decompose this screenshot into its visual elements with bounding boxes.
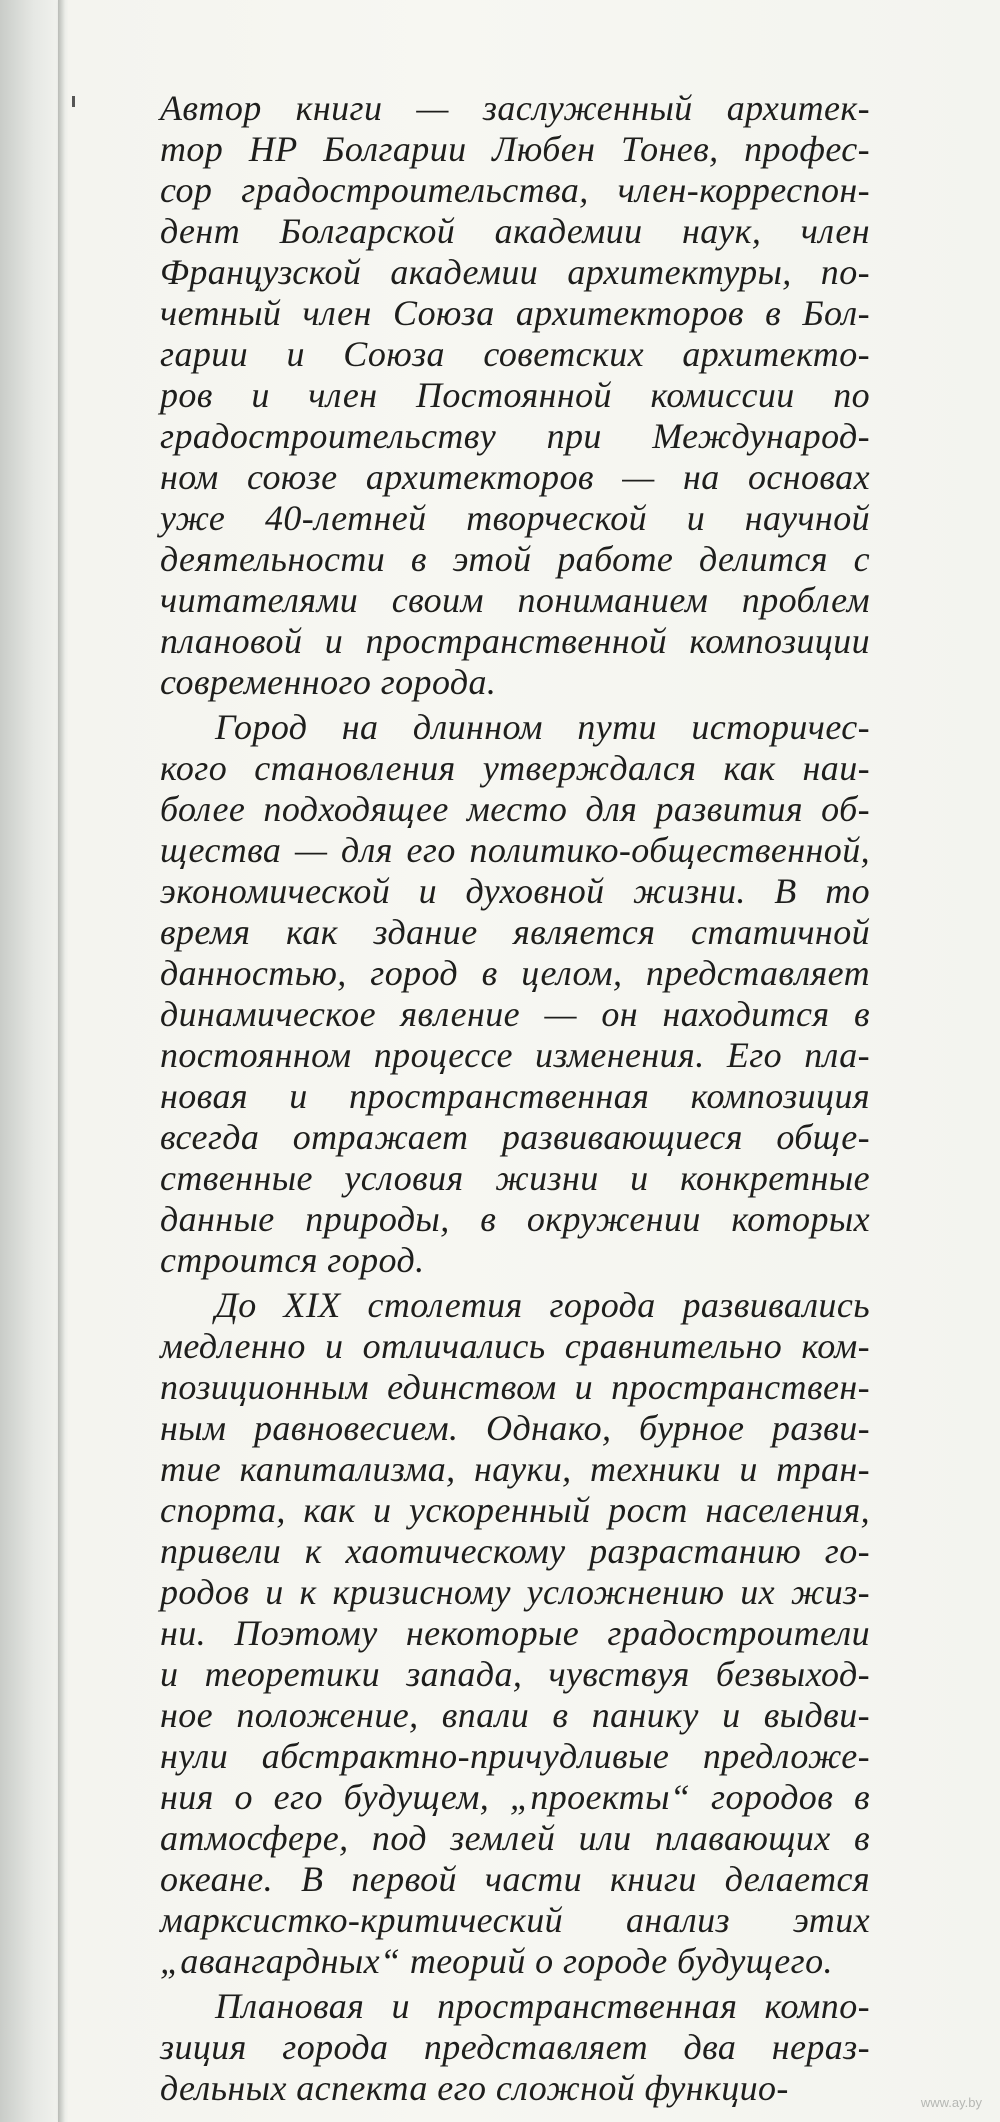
text-line: ном союзе архитекторов — на основах bbox=[160, 457, 870, 497]
text-line: нули абстрактно-причудливые предложе- bbox=[160, 1736, 870, 1776]
text-line: уже 40-летней творческой и научной bbox=[160, 498, 870, 538]
text-line: более подходящее место для развития об- bbox=[160, 789, 870, 829]
text-line: спорта, как и ускоренный рост населения, bbox=[160, 1490, 870, 1530]
paragraph bbox=[160, 1986, 870, 2109]
text-line: ни. Поэтому некоторые градостроители bbox=[160, 1613, 870, 1653]
text-line: кого становления утверждался как наи- bbox=[160, 748, 870, 788]
text-line: динамическое явление — он находится в bbox=[160, 994, 870, 1034]
text-line: тор НР Болгарии Любен Тонев, профес- bbox=[160, 129, 870, 169]
text-line: гарии и Союза советских архитекто- bbox=[160, 334, 870, 374]
text-line: современного города. bbox=[160, 662, 497, 702]
paragraph bbox=[160, 707, 870, 1281]
text-line: Город на длинном пути историчес- bbox=[215, 707, 870, 747]
margin-mark bbox=[72, 96, 75, 107]
text-line: читателями своим пониманием проблем bbox=[160, 580, 870, 620]
text-line: постоянном процессе изменения. Его пла- bbox=[160, 1035, 870, 1075]
text-line: и теоретики запада, чувствуя безвыход- bbox=[160, 1654, 870, 1694]
text-line: строится город. bbox=[160, 1240, 425, 1280]
text-line: привели к хаотическому разрастанию го- bbox=[160, 1531, 870, 1571]
body-text bbox=[160, 88, 870, 2109]
text-line: До XIX столетия города развивались bbox=[215, 1285, 870, 1325]
watermark: www.ay.by bbox=[920, 2095, 982, 2110]
text-line: время как здание является статичной bbox=[160, 912, 870, 952]
text-line: экономической и духовной жизни. В то bbox=[160, 871, 870, 911]
text-line: четный член Союза архитекторов в Бол- bbox=[160, 293, 870, 333]
text-line: Плановая и пространственная компо- bbox=[215, 1986, 870, 2026]
text-line: всегда отражает развивающиеся обще- bbox=[160, 1117, 870, 1157]
text-line: марксистко-критический анализ этих bbox=[160, 1900, 870, 1940]
text-line: новая и пространственная композиция bbox=[160, 1076, 870, 1116]
text-line: атмосфере, под землей или плавающих в bbox=[160, 1818, 870, 1858]
text-line: родов и к кризисному усложнению их жиз- bbox=[160, 1572, 870, 1612]
text-line: плановой и пространственной композиции bbox=[160, 621, 870, 661]
text-line: Автор книги — заслуженный архитек- bbox=[160, 88, 870, 128]
text-line: позиционным единством и пространствен- bbox=[160, 1367, 870, 1407]
background-surface bbox=[0, 0, 62, 2122]
text-line: дельных аспекта его сложной функцио- bbox=[160, 2068, 789, 2108]
text-line: медленно и отличались сравнительно ком- bbox=[160, 1326, 870, 1366]
text-line: ния о его будущем, „проекты“ городов в bbox=[160, 1777, 870, 1817]
text-line: градостроительству при Международ- bbox=[160, 416, 870, 456]
text-line: ным равновесием. Однако, бурное разви- bbox=[160, 1408, 870, 1448]
text-line: ственные условия жизни и конкретные bbox=[160, 1158, 870, 1198]
text-line: щества — для его политико-общественной, bbox=[160, 830, 870, 870]
text-line: сор градостроительства, член-корреспон- bbox=[160, 170, 870, 210]
text-line: деятельности в этой работе делится с bbox=[160, 539, 870, 579]
text-line: данностью, город в целом, представляет bbox=[160, 953, 870, 993]
paragraph bbox=[160, 1285, 870, 1982]
text-line: Французской академии архитектуры, по- bbox=[160, 252, 870, 292]
text-line: тие капитализма, науки, техники и тран- bbox=[160, 1449, 870, 1489]
text-line: ное положение, впали в панику и выдви- bbox=[160, 1695, 870, 1735]
text-line: дент Болгарской академии наук, член bbox=[160, 211, 870, 251]
text-line: океане. В первой части книги делается bbox=[160, 1859, 870, 1899]
text-line: „авангардных“ теорий о городе будущего. bbox=[160, 1941, 833, 1981]
text-line: зиция города представляет два нераз- bbox=[160, 2027, 870, 2067]
text-line: данные природы, в окружении которых bbox=[160, 1199, 870, 1239]
text-line: ров и член Постоянной комиссии по bbox=[160, 375, 870, 415]
paragraph bbox=[160, 88, 870, 703]
